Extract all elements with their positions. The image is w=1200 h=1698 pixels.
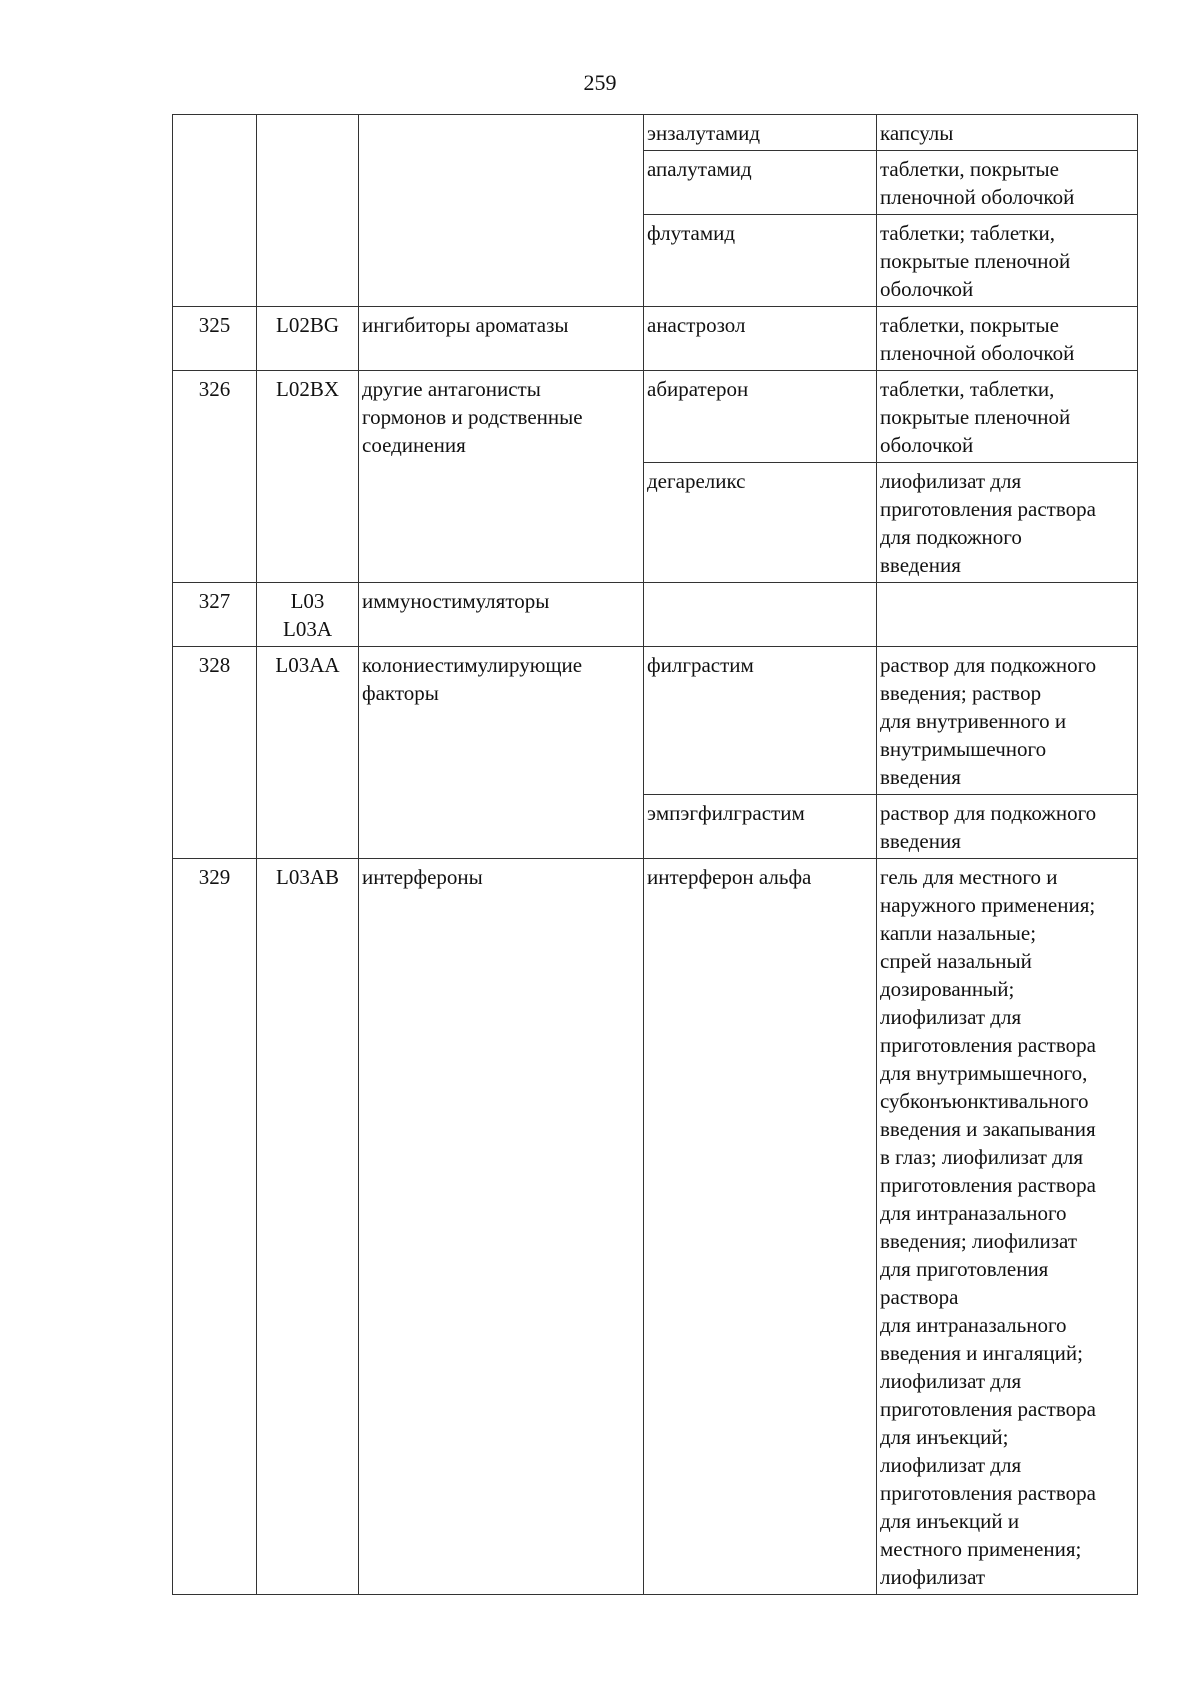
dosage-form-line: приготовления раствора [880,1481,1096,1505]
dosage-form-cell [877,795,1138,859]
group-cell [359,371,644,583]
dosage-form-line: таблетки, покрытые [880,313,1059,337]
dosage-form-line: лиофилизат [880,1565,986,1589]
dosage-form-line: приготовления раствора [880,1397,1096,1421]
dosage-form-cell [877,371,1138,463]
group-line: ингибиторы ароматазы [362,313,569,337]
dosage-form-line: введения и закапывания [880,1117,1096,1141]
atc-code-cell: L03AB [257,859,359,1595]
table-row [173,371,1138,463]
dosage-form-line: приготовления раствора [880,497,1096,521]
dosage-form-line: приготовления раствора [880,1033,1096,1057]
number-cell: 329 [173,859,257,1595]
dosage-form-line: лиофилизат для [880,1453,1022,1477]
dosage-form-line: для интраназального [880,1201,1067,1225]
dosage-form-line: для интраназального [880,1313,1067,1337]
number-cell: 328 [173,647,257,859]
drug-name: анастрозол [647,313,746,337]
dosage-form-line: введения; раствор [880,681,1042,705]
dosage-form-line: лиофилизат для [880,1369,1022,1393]
dosage-form-line: дозированный; [880,977,1015,1001]
drug-name-cell [644,463,877,583]
group-cell [359,647,644,859]
dosage-form-line: введения и ингаляций; [880,1341,1083,1365]
group-line: интерфероны [362,865,483,889]
number-cell [173,115,257,307]
dosage-form-line: оболочкой [880,277,974,301]
dosage-form-cell [877,463,1138,583]
atc-code-cell: L03AA [257,647,359,859]
dosage-form-line: в глаз; лиофилизат для [880,1145,1083,1169]
dosage-form-line: гель для местного и [880,865,1058,889]
drug-name-cell [644,307,877,371]
group-cell [359,859,644,1595]
drug-name-cell [644,583,877,647]
group-cell [359,583,644,647]
dosage-form-cell [877,115,1138,151]
dosage-form-line: введения [880,553,961,577]
dosage-form-line: введения; лиофилизат [880,1229,1078,1253]
number-cell: 327 [173,583,257,647]
dosage-form-line: покрытые пленочной [880,249,1071,273]
dosage-form-line: пленочной оболочкой [880,185,1075,209]
dosage-form-line: спрей назальный [880,949,1032,973]
group-line: гормонов и родственные [362,405,583,429]
group-line: иммуностимуляторы [362,589,550,613]
table-row [173,583,1138,647]
drug-name: флутамид [647,221,736,245]
dosage-form-line: внутримышечного [880,737,1047,761]
drug-name-cell [644,795,877,859]
dosage-form-line: введения [880,765,961,789]
dosage-form-line: для приготовления [880,1257,1049,1281]
group-line: другие антагонисты [362,377,541,401]
dosage-form-cell [877,307,1138,371]
number-cell: 326 [173,371,257,583]
group-line: факторы [362,681,439,705]
dosage-form-line: покрытые пленочной [880,405,1071,429]
dosage-form-cell [877,583,1138,647]
dosage-form-line: приготовления раствора [880,1173,1096,1197]
dosage-form-line: для внутримышечного, [880,1061,1088,1085]
drug-name: эмпэгфилграстим [647,801,805,825]
table-row [173,307,1138,371]
drug-name: филграстим [647,653,754,677]
dosage-form-line: лиофилизат для [880,1005,1022,1029]
dosage-form-cell [877,859,1138,1595]
dosage-form-line: капсулы [880,121,954,145]
dosage-form-line: наружного применения; [880,893,1096,917]
atc-code-cell: L02BG [257,307,359,371]
drug-name-cell [644,151,877,215]
group-line: колониестимулирующие [362,653,583,677]
atc-code-cell [257,115,359,307]
atc-code-cell: L02BX [257,371,359,583]
drug-name-cell [644,647,877,795]
dosage-form-line: для инъекций; [880,1425,1009,1449]
dosage-form-cell [877,215,1138,307]
drug-name-cell [644,115,877,151]
group-line: соединения [362,433,466,457]
atc-code-line: L03 [290,589,325,613]
drug-table [172,114,1138,1595]
drug-name: апалутамид [647,157,752,181]
dosage-form-line: для внутривенного и [880,709,1067,733]
dosage-form-line: субконъюнктивального [880,1089,1089,1113]
atc-code-line: L03A [283,617,332,641]
dosage-form-line: раствора [880,1285,959,1309]
table-row [173,859,1138,1595]
group-cell [359,307,644,371]
number-cell: 325 [173,307,257,371]
table-row [173,115,1138,151]
dosage-form-line: для инъекций и [880,1509,1020,1533]
dosage-form-line: таблетки; таблетки, [880,221,1056,245]
dosage-form-line: для подкожного [880,525,1022,549]
drug-name: абиратерон [647,377,749,401]
table-row [173,647,1138,795]
dosage-form-line: местного применения; [880,1537,1082,1561]
dosage-form-line: пленочной оболочкой [880,341,1075,365]
drug-name: энзалутамид [647,121,760,145]
dosage-form-line: оболочкой [880,433,974,457]
dosage-form-line: введения [880,829,961,853]
dosage-form-line: раствор для подкожного [880,801,1097,825]
drug-name-cell [644,371,877,463]
group-cell [359,115,644,307]
drug-name-cell [644,859,877,1595]
dosage-form-line: таблетки, покрытые [880,157,1059,181]
page-number: 259 [583,70,617,95]
dosage-form-cell [877,151,1138,215]
drug-name: дегареликс [647,469,746,493]
dosage-form-line: раствор для подкожного [880,653,1097,677]
drug-name: интерферон альфа [647,865,812,889]
dosage-form-line: таблетки, таблетки, [880,377,1055,401]
atc-code-cell [257,583,359,647]
dosage-form-line: лиофилизат для [880,469,1022,493]
dosage-form-line: капли назальные; [880,921,1037,945]
drug-name-cell [644,215,877,307]
dosage-form-cell [877,647,1138,795]
